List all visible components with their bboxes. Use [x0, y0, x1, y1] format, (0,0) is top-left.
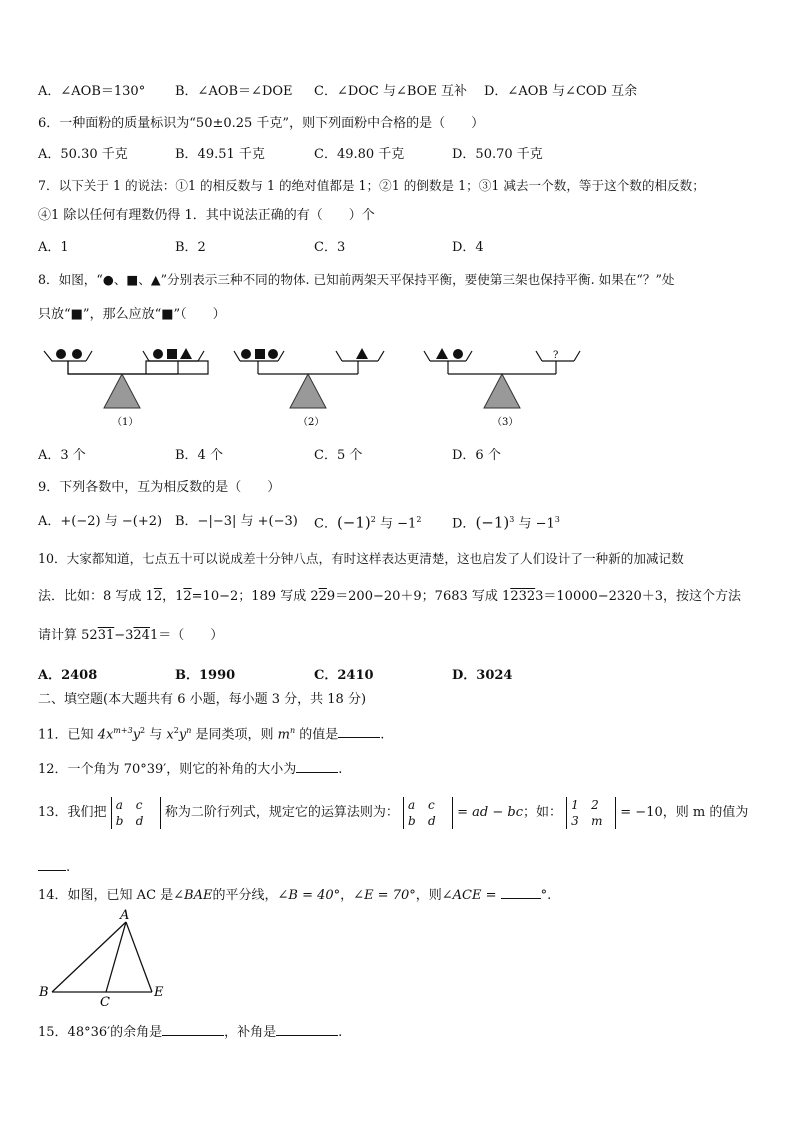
q5-option-d: D．∠AOB 与∠COD 互余 — [484, 84, 638, 99]
triangle-shape — [436, 348, 448, 359]
q13-answer: . — [38, 858, 70, 877]
q10-option-b: B．1990 — [175, 668, 236, 683]
answer-blank[interactable] — [38, 858, 66, 871]
q13: 13．我们把 a c b d 称为二阶行列式，规定它的运算法则为： a c b d = ad − bc；如： 1 2 3 m = −10，则 m 的值为 — [38, 797, 749, 828]
fulcrum — [290, 374, 326, 408]
answer-blank[interactable] — [276, 1023, 338, 1036]
q12: 12．一个角为 70°39′，则它的补角的大小为 . — [38, 762, 343, 777]
balance-figures — [38, 340, 598, 435]
circle-shape — [56, 349, 66, 359]
q8-option-c: C．5 个 — [314, 448, 363, 463]
q9-option-a: A．+(−2) 与 −(+2) — [38, 514, 163, 529]
fulcrum — [484, 374, 520, 408]
circle-shape — [72, 349, 82, 359]
q7-option-a: A．1 — [38, 240, 69, 255]
vertex-a: A — [120, 908, 130, 923]
q8-line2: 只放“■”，那么应放“■”（ ） — [38, 307, 226, 322]
q5-option-b: B．∠AOB＝∠DOE — [175, 84, 293, 99]
q9-stem: 9．下列各数中，互为相反数的是（ ） — [38, 480, 281, 495]
q14: 14．如图，已知 AC 是∠BAE的平分线，∠B = 40°，∠E = 70°，则∠ACE = °. — [38, 888, 552, 903]
q7-line1: 7．以下关于 1 的说法：①1 的相反数与 1 的绝对值都是 1；②1 的倒数是 1；③1 减去一个数，等于这个数的相反数； — [38, 178, 705, 193]
q5-option-c: C．∠DOC 与∠BOE 互补 — [314, 84, 467, 99]
q8-option-d: D．6 个 — [452, 448, 501, 463]
q8-option-a: A．3 个 — [38, 448, 86, 463]
figure-label-1: （1） — [112, 417, 139, 428]
triangle-shape — [180, 348, 192, 359]
triangle-shape — [356, 348, 368, 359]
q10-line1: 10．大家都知道，七点五十可以说成差十分钟八点，有时这样表达更清楚，这也启发了人们设计了一种新的加减记数 — [38, 551, 684, 566]
q9-option-c: C．$(-1)^2$ 与 $-1^2$ — [314, 513, 422, 532]
answer-blank[interactable] — [162, 1023, 224, 1036]
balance-2 — [234, 348, 384, 428]
q10-line3: 请计算 5231−3241＝（ ） — [38, 628, 224, 643]
q11: 11．已知 $4x^{m+3}y^2$ 与 $x^2y^n$ 是同类项，则 $m^n$ 的值是 . — [38, 726, 385, 743]
vertex-b: B — [39, 985, 49, 1000]
circle-shape — [241, 349, 251, 359]
fulcrum — [104, 374, 140, 408]
figure-label-3: （3） — [492, 417, 519, 428]
q9-option-d: D．$(-1)^3$ 与 $-1^3$ — [452, 513, 560, 532]
q7-option-d: D．4 — [452, 240, 484, 255]
q9-option-b: B．−|−3| 与 +(−3) — [175, 514, 298, 529]
q6-option-d: D．50.70 千克 — [452, 147, 543, 162]
answer-blank[interactable] — [501, 886, 541, 899]
square-shape — [167, 349, 177, 359]
square-shape — [255, 349, 265, 359]
q8-option-b: B．4 个 — [175, 448, 223, 463]
q10-option-d: D．3024 — [452, 668, 513, 683]
determinant-3: 1 2 3 m — [566, 797, 616, 829]
answer-blank[interactable] — [338, 725, 380, 738]
vertex-c: C — [100, 995, 110, 1008]
balance-1 — [44, 348, 208, 428]
q10-option-a: A．2408 — [38, 668, 98, 683]
vertex-e: E — [154, 985, 164, 1000]
determinant-1: a c b d — [111, 797, 161, 829]
circle-shape — [268, 349, 278, 359]
circle-shape — [153, 349, 163, 359]
question-mark: ? — [553, 350, 559, 361]
figure-label-2: （2） — [298, 417, 325, 428]
q7-option-c: C．3 — [314, 240, 346, 255]
q6-option-a: A．50.30 千克 — [38, 147, 128, 162]
q7-line2: ④1 除以任何有理数仍得 1．其中说法正确的有（ ）个 — [38, 208, 375, 223]
q6-stem: 6．一种面粉的质量标识为“50±0.25 千克”，则下列面粉中合格的是（ ） — [38, 116, 485, 131]
q10-option-c: C．2410 — [314, 668, 374, 683]
determinant-2: a c b d — [403, 797, 453, 829]
triangle-figure — [36, 908, 176, 1008]
q5-option-a: A．∠AOB＝130° — [38, 84, 146, 99]
q8-line1: 8．如图，“●、■、▲”分别表示三种不同的物体. 已知前两架天平保持平衡，要使第三架也保持平衡. 如果在“？”处 — [38, 272, 675, 287]
q7-option-b: B．2 — [175, 240, 206, 255]
q10-line2: 法．比如：8 写成 12，12=10−2；189 写成 229＝200−20＋9；7683 写成 12323＝10000−2320＋3，按这个方法 — [38, 589, 742, 604]
balance-3 — [424, 348, 580, 428]
q6-option-b: B．49.51 千克 — [175, 147, 265, 162]
q6-option-c: C．49.80 千克 — [314, 147, 405, 162]
section-heading: 二、填空题(本大题共有 6 小题，每小题 3 分，共 18 分) — [38, 692, 367, 707]
q15: 15．48°36′的余角是 ，补角是 . — [38, 1025, 343, 1040]
answer-blank[interactable] — [296, 760, 338, 773]
circle-shape — [453, 349, 463, 359]
